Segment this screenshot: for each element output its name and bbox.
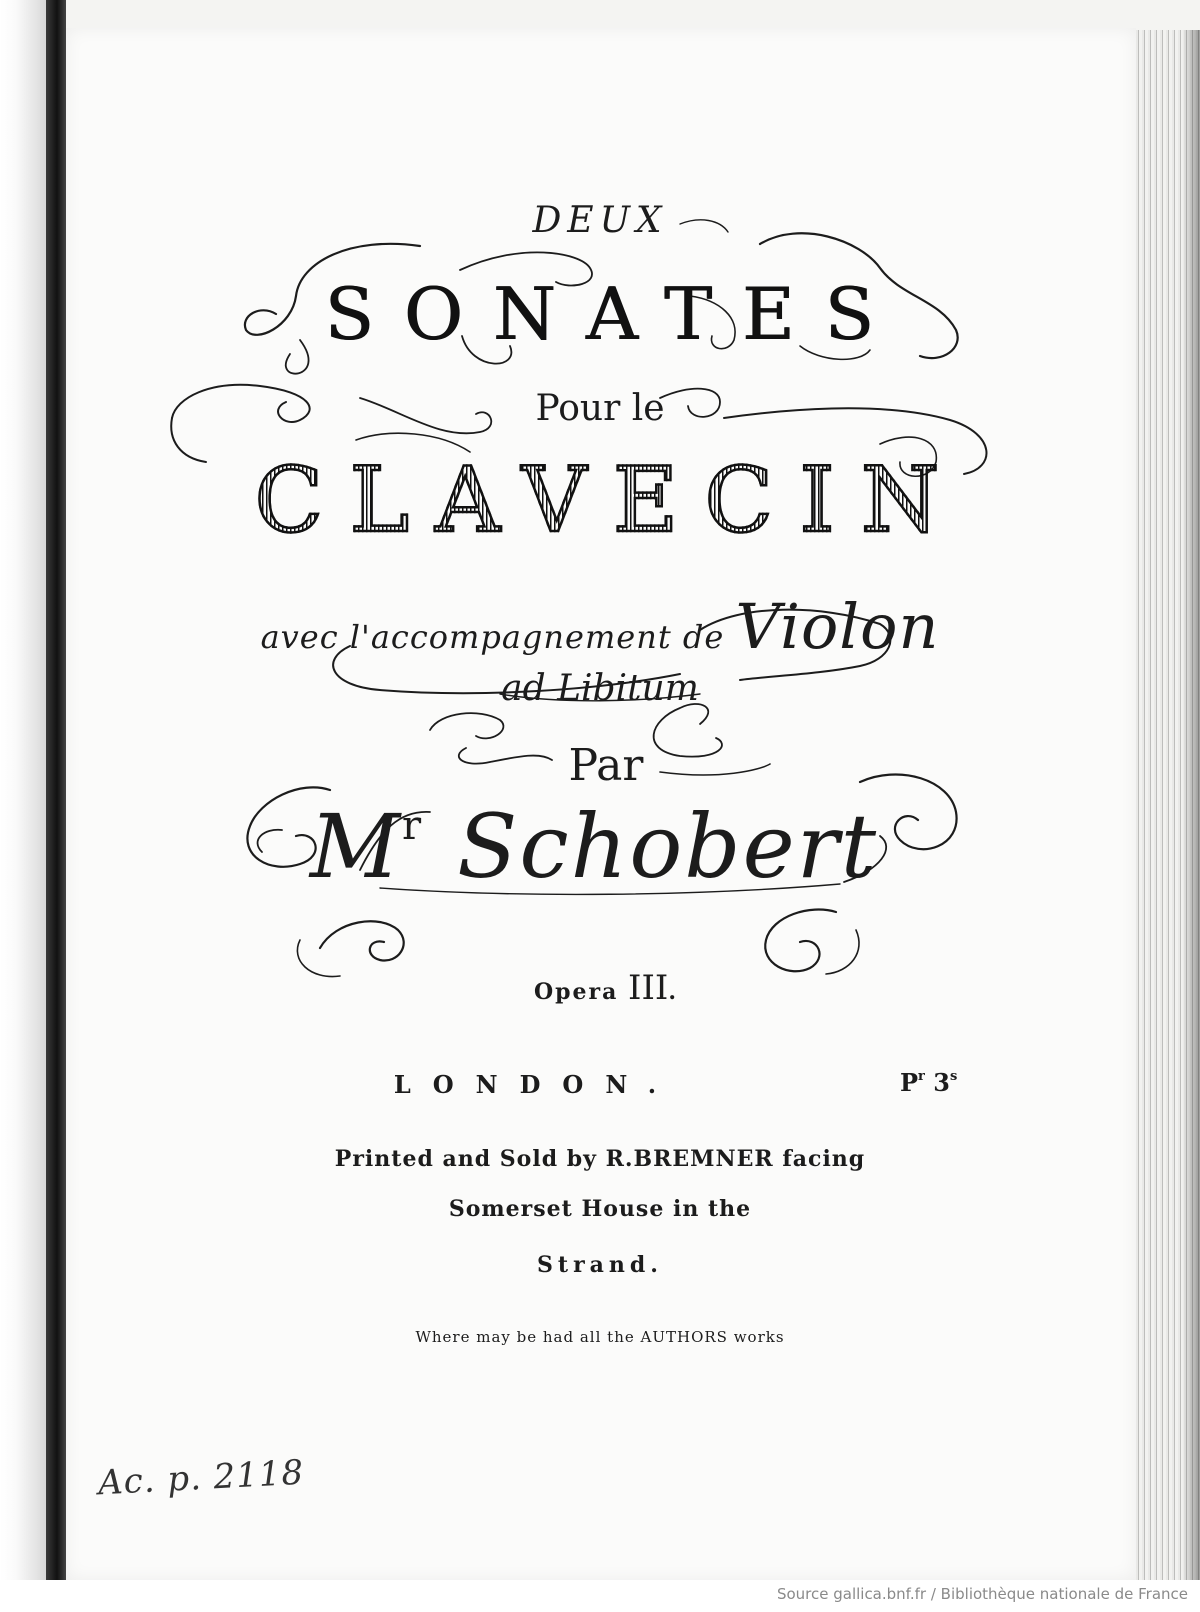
- price-prefix: P: [900, 1068, 919, 1097]
- opera-number: III: [628, 968, 669, 1008]
- title-sonates: SONATES: [324, 272, 904, 356]
- title-par: Par: [568, 740, 644, 791]
- author-line: [0, 795, 1194, 898]
- opera-line: [6, 968, 1200, 1008]
- title-ad-libitum: ad Libitum: [501, 668, 699, 709]
- title-accompaniment-line: [0, 590, 1200, 663]
- price-label: [900, 1068, 957, 1097]
- opera-period: .: [668, 979, 679, 1005]
- imprint-printed-line: Printed and Sold by R.BREMNER facing: [334, 1146, 866, 1172]
- handwritten-shelfmark: Ac. p. 2118: [97, 1452, 306, 1504]
- price-superscript-s: s: [949, 1069, 958, 1084]
- author-superscript: r: [401, 803, 424, 849]
- violon-text: Violon: [735, 590, 940, 663]
- imprint-where-line: Where may be had all the AUTHORS works: [415, 1328, 785, 1346]
- title-pour-le: Pour le: [535, 388, 665, 429]
- imprint-strand-line: Strand.: [537, 1252, 663, 1278]
- opera-label: Opera: [533, 979, 629, 1005]
- imprint-london: LONDON.: [393, 1070, 679, 1099]
- title-deux: DEUX: [532, 200, 668, 241]
- source-credit: Source gallica.bnf.fr / Bibliothèque nationale de France: [776, 1585, 1188, 1603]
- author-prefix: M: [309, 795, 402, 898]
- price-superscript-r: r: [918, 1069, 925, 1084]
- author-name: Schobert: [427, 795, 879, 898]
- price-value: 3: [924, 1068, 950, 1097]
- title-clavecin: CLAVECIN: [10, 448, 1200, 553]
- accompaniment-text: avec l'accompagnement de: [260, 618, 736, 656]
- imprint-somerset-line: Somerset House in the: [448, 1196, 752, 1222]
